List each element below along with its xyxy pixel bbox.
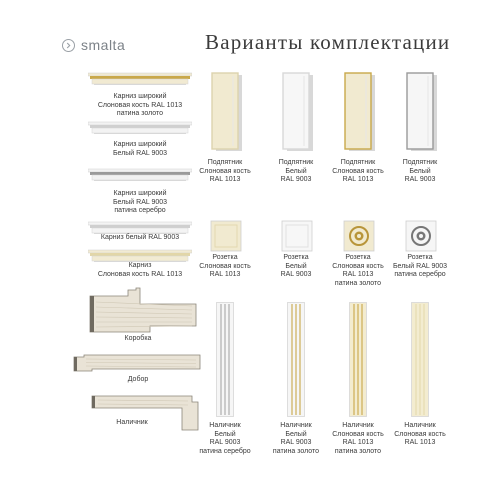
rosette-label xyxy=(385,254,455,280)
rosette-label xyxy=(190,254,260,280)
casing-profile-image xyxy=(90,394,200,434)
rosette-image xyxy=(343,220,375,252)
casing-label xyxy=(323,422,393,456)
cornice-label xyxy=(80,190,200,216)
cornice-label-line: Карниз широкий xyxy=(113,93,167,100)
cornice-label xyxy=(80,234,200,243)
cornice-label-line: Карниз широкий xyxy=(113,190,167,197)
rosette-label-line: RAL 9003 xyxy=(280,271,312,278)
cornice-label-line: Карниз белый RAL 9003 xyxy=(100,234,180,241)
cornice-label-line: Белый RAL 9003 xyxy=(112,149,168,157)
plinth-image xyxy=(344,72,378,154)
extension-profile-label-line: Добор xyxy=(127,376,149,383)
plinth-label-line: Подпятник xyxy=(278,159,314,166)
rosette-image xyxy=(281,220,313,252)
cornice-label xyxy=(80,141,200,158)
plinth-label xyxy=(385,159,455,185)
plinth-label xyxy=(323,159,393,185)
rosette-label-line: Розетка xyxy=(212,254,238,261)
box-profile-image xyxy=(88,286,198,334)
box-profile-label-line: Коробка xyxy=(124,335,152,342)
rosette-image xyxy=(210,220,242,252)
casing-label-line: Наличник xyxy=(404,422,436,429)
cornice-label-line: Слоновая кость RAL 1013 xyxy=(97,101,183,109)
rosette-label-line: патина золото xyxy=(334,279,382,287)
casing-profile-label-line: Наличник xyxy=(116,419,148,426)
rosette-label xyxy=(261,254,331,280)
cornice-label xyxy=(80,93,200,119)
plinth-label-line: Подпятник xyxy=(340,159,376,166)
rosette-label-line: Белый xyxy=(285,262,307,270)
cornice-image xyxy=(88,221,192,235)
extension-profile-label xyxy=(108,376,168,385)
rosette-label-line: Розетка xyxy=(283,254,309,261)
cornice-label-line: Белый RAL 9003 xyxy=(112,198,168,206)
cornice-image xyxy=(88,121,192,135)
casing-image xyxy=(287,302,305,417)
plinth-image xyxy=(406,72,440,154)
casing-image xyxy=(216,302,234,417)
casing-label-line: Слоновая кость xyxy=(332,430,384,438)
casing-label-line: Слоновая кость xyxy=(394,430,446,438)
cornice-label xyxy=(80,262,200,279)
rosette-label-line: Слоновая кость xyxy=(332,262,384,270)
casing-label-line: Наличник xyxy=(342,422,374,429)
plinth-label-line: RAL 9003 xyxy=(280,176,312,183)
cornice-label-line: патина золото xyxy=(116,110,164,117)
cornice-image xyxy=(88,249,192,263)
brand-logo xyxy=(62,37,125,53)
rosette-label-line: RAL 1013 xyxy=(209,271,241,278)
chevron-right-icon xyxy=(62,39,75,52)
plinth-label-line: RAL 1013 xyxy=(342,176,374,183)
plinth-label xyxy=(190,159,260,185)
casing-label-line: Наличник xyxy=(280,422,312,429)
casing-label-line: патина золото xyxy=(334,447,382,455)
casing-label-line: RAL 9003 xyxy=(280,439,312,446)
rosette-label-line: Слоновая кость xyxy=(199,262,251,270)
plinth-label-line: Слоновая кость xyxy=(199,167,251,175)
casing-label xyxy=(385,422,455,448)
plinth-label xyxy=(261,159,331,185)
casing-label-line: RAL 9003 xyxy=(209,439,241,446)
casing-label-line: патина золото xyxy=(272,447,320,455)
cornice-label-line: Карниз xyxy=(128,262,152,269)
brand-name: smalta xyxy=(81,37,126,53)
cornice-label-line: Карниз широкий xyxy=(113,141,167,148)
rosette-label xyxy=(323,254,393,288)
plinth-label-line: Подпятник xyxy=(207,159,243,166)
plinth-label-line: RAL 9003 xyxy=(404,176,436,183)
cornice-label-line: Слоновая кость RAL 1013 xyxy=(97,270,183,278)
rosette-label-line: Розетка xyxy=(407,254,433,261)
plinth-image xyxy=(282,72,316,154)
casing-label-line: Белый xyxy=(285,430,307,438)
cornice-label-line: патина серебро xyxy=(114,207,166,214)
casing-image xyxy=(411,302,429,417)
plinth-label-line: Подпятник xyxy=(402,159,438,166)
cornice-image xyxy=(88,168,192,182)
casing-label-line: патина серебро xyxy=(199,447,251,455)
plinth-label-line: Слоновая кость xyxy=(332,167,384,175)
casing-label-line: RAL 1013 xyxy=(404,439,436,446)
rosette-label-line: Розетка xyxy=(345,254,371,261)
cornice-image xyxy=(88,72,192,86)
casing-label-line: Белый xyxy=(214,430,236,438)
box-profile-label xyxy=(108,335,168,344)
rosette-label-line: RAL 1013 xyxy=(342,271,374,278)
casing-label xyxy=(261,422,331,456)
casing-label xyxy=(190,422,260,456)
casing-profile-label xyxy=(102,419,162,428)
extension-profile-image xyxy=(72,353,202,373)
plinth-label-line: RAL 1013 xyxy=(209,176,241,183)
page-title: Варианты комплектации xyxy=(205,30,451,54)
casing-label-line: RAL 1013 xyxy=(342,439,374,446)
rosette-image xyxy=(405,220,437,252)
plinth-label-line: Белый xyxy=(285,167,307,175)
casing-image xyxy=(349,302,367,417)
rosette-label-line: патина серебро xyxy=(394,271,446,278)
rosette-label-line: Белый RAL 9003 xyxy=(392,262,448,270)
casing-label-line: Наличник xyxy=(209,422,241,429)
plinth-label-line: Белый xyxy=(409,167,431,175)
plinth-image xyxy=(211,72,245,154)
